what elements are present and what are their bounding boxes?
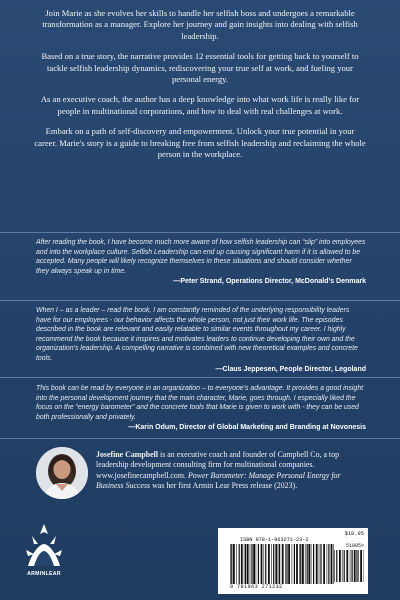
testimonial (36, 238, 366, 287)
barcode-bar (327, 544, 328, 584)
testimonial-quote: When I – as a leader – read the book, I am constantly reminded of the underlying responsibility leaders have for our employees - our behavior affects the whole person, not just their work life. The episodes described in the book are relevant and easily relatable to similar events throughout my career. I highly recommend the book because it inspires and motivates leaders to continue developing their own and the organization’s leadership. A compelling narrative is combined with new theoretical examples and concrete tools. (36, 307, 358, 362)
barcode-bar (273, 544, 274, 584)
barcode-bar (236, 544, 237, 584)
barcode-bar (251, 544, 252, 584)
author-name: Josefine Campbell (96, 450, 159, 459)
barcode-bar (316, 544, 318, 584)
barcode-bar (302, 544, 304, 584)
price-code: 51895> (345, 543, 364, 549)
barcode-bar (357, 550, 358, 582)
price-barcode-bars (334, 550, 364, 582)
barcode-bar (282, 544, 284, 584)
barcode-bar (256, 544, 257, 584)
barcode-bar (307, 544, 308, 584)
barcode-bar (311, 544, 312, 584)
barcode-bar (285, 544, 286, 584)
price-label: $18.95 (344, 531, 364, 537)
publisher-logo-text: ARMINLEAR (27, 571, 61, 577)
barcode-bar (230, 544, 231, 584)
author-portrait-image (36, 447, 88, 499)
section-divider (0, 438, 400, 439)
barcode-bar (233, 544, 235, 584)
barcode-bar (245, 544, 246, 584)
barcode-bar (275, 544, 277, 584)
barcode-bar (334, 550, 335, 582)
testimonial (36, 384, 366, 433)
author-bio-text-end: was her first Armin Lear Press release (2023). (150, 481, 298, 491)
barcode-bar (354, 550, 356, 582)
isbn-label: ISBN 978-1-963271-23-2 (240, 537, 309, 543)
barcode-bar (241, 544, 243, 584)
barcode-bar (356, 550, 357, 582)
section-divider (0, 300, 400, 301)
isbn-barcode (218, 528, 368, 594)
barcode-bar (265, 544, 266, 584)
barcode-bar (344, 550, 345, 582)
author-photo (36, 447, 88, 499)
author-book-title: Power Barometer: Manage Personal Energy for Business Success (96, 470, 341, 491)
barcode-bar (261, 544, 263, 584)
testimonial-quote: After reading the book, I have become much more aware of how selfish leadership can “slip” into employees and into the workplace culture. Selfish Leadership can end up causing significant harm if it is allowed to be accepted. Many people will likely recognize themselves in these situations and should consider whether they always speak up in time. (36, 239, 366, 275)
barcode-bar (278, 544, 279, 584)
barcode-bar (342, 550, 343, 582)
barcode-bar (331, 544, 333, 584)
barcode-bar (292, 544, 293, 584)
blurb-paragraph: Embark on a path of self-discovery and empowerment. Unlock your true potential in your career. Marie's story is a guide to breaking free from selfish leadership and reclaiming the whole person in the workplace. (34, 126, 366, 160)
section-divider (0, 377, 400, 378)
testimonial (36, 306, 366, 375)
barcode-bar (268, 544, 270, 584)
barcode-bar (253, 544, 255, 584)
barcode-bar (350, 550, 351, 582)
barcode-bar (320, 544, 321, 584)
barcode-bar (279, 544, 280, 584)
barcode-bar (308, 544, 310, 584)
barcode-bar (360, 550, 362, 582)
barcode-bar (352, 550, 353, 582)
barcode-bar (296, 544, 298, 584)
testimonial-attribution: —Claus Jeppesen, People Director, Legoland (215, 365, 366, 373)
barcode-bar (271, 544, 272, 584)
section-divider (0, 232, 400, 233)
barcode-bar (346, 550, 348, 582)
barcode-bar (239, 544, 240, 584)
author-bio-text: is an executive coach and founder of Campbell Co, a top leadership development consulting firm for multinational companies. www.josefinecampbell.com. (96, 450, 340, 480)
blurb-paragraph: As an executive coach, the author has a deep knowledge into what work life is really like for people in multinational corporations, and how to deal with real challenges at work. (40, 94, 360, 116)
barcode-bar (319, 544, 320, 584)
barcode-bar (244, 544, 245, 584)
barcode-bar (250, 544, 251, 584)
testimonial-attribution: —Karin Odum, Director of Global Marketing and Branding at Novonesis (128, 424, 366, 432)
book-blurb (34, 8, 366, 169)
barcode-bar (299, 544, 300, 584)
barcode-bar (294, 544, 295, 584)
barcode-bar (300, 544, 301, 584)
barcode-bar (323, 544, 325, 584)
ean-barcode-bars (230, 544, 334, 584)
barcode-bar (328, 544, 329, 584)
barcode-bar (286, 544, 287, 584)
barcode-bar (264, 544, 265, 584)
blurb-paragraph: Based on a true story, the narrative provides 12 essential tools for getting back to yourself to tackle selfish leadership dynamics, rediscovering your true self at work, and fueling your personal energy. (41, 51, 359, 85)
testimonial-attribution: —Peter Strand, Operations Director, McDonald’s Denmark (173, 278, 366, 286)
barcode-bar (231, 544, 232, 584)
barcode-bar (305, 544, 306, 584)
testimonial-quote: This book can be read by everyone in an organization – to everyone’s advantage. It provides a good insight into the personal development journey that the main character, Marie, goes through. I especially liked the focus on the “energy barometer” and the concrete tools that Marie is given to work with - they can be used both professionally and privately. (36, 385, 364, 421)
barcode-bar (288, 544, 290, 584)
blurb-paragraph: Join Marie as she evolves her skills to handle her selfish boss and undergoes a remarkable transformation as a manager. Explore her journey and gain insights into dealing with selfish leadership. (42, 8, 358, 41)
barcode-bar (247, 544, 249, 584)
author-bio (96, 450, 368, 492)
barcode-bar (339, 550, 341, 582)
barcode-bar (258, 544, 259, 584)
ean-digits: 9 781963 271232 (230, 584, 283, 590)
barcode-bar (336, 550, 337, 582)
barcode-bar (313, 544, 314, 584)
